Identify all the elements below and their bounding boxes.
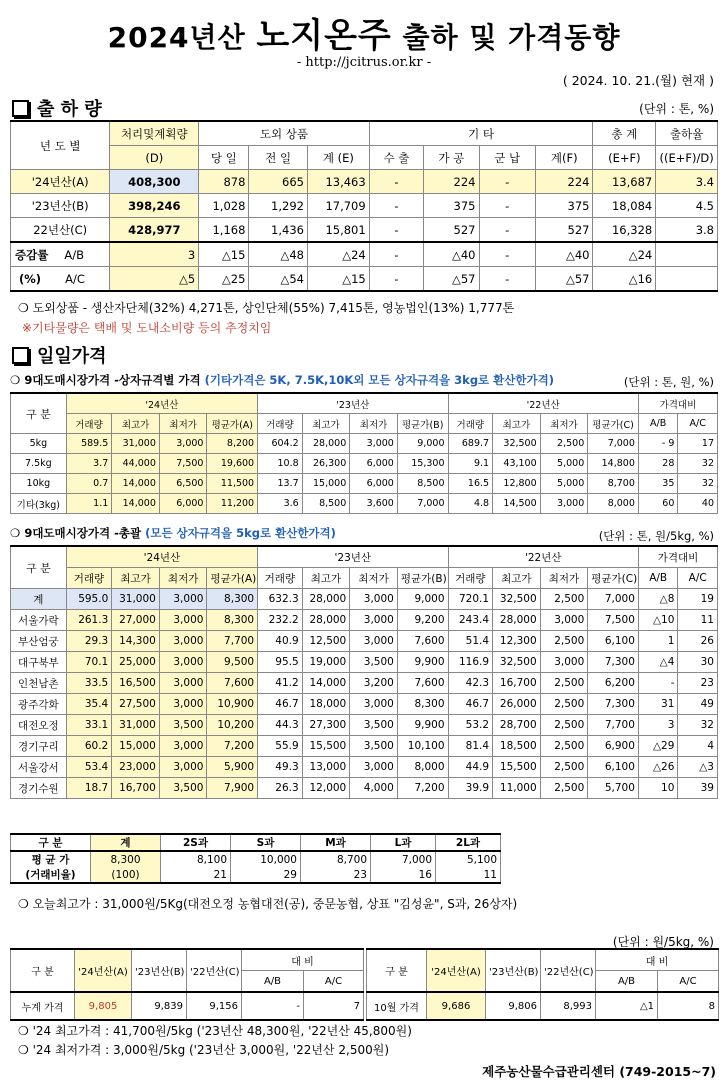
cell-value: 9,500 [207, 652, 258, 673]
cell-value: 3,500 [350, 736, 398, 757]
cell-value: 3,000 [350, 631, 398, 652]
cell-value: △3 [678, 757, 718, 778]
cell-value: 16,700 [493, 673, 541, 694]
cell-value: 15,000 [112, 736, 160, 757]
cell-value: 16,500 [112, 673, 160, 694]
cell-value: 18.7 [66, 778, 112, 799]
table-row [11, 631, 718, 652]
row-label: 7.5kg [11, 454, 67, 474]
cell-value: 27,000 [112, 610, 160, 631]
cell-value: 31,000 [112, 715, 160, 736]
cell-value: 19,600 [207, 454, 258, 474]
table-row: (%) A/C △5 △25 △54 △15 - △57 - △57 △16 [11, 267, 718, 292]
cell-value: 44.3 [258, 715, 303, 736]
table-row [11, 757, 718, 778]
cell-value: 8,700 [588, 474, 639, 494]
unit-label: (단위 : 톤, %) [639, 102, 714, 116]
cell-value: 13,000 [302, 757, 350, 778]
cell-value: 32 [678, 474, 718, 494]
table-row [11, 673, 718, 694]
cell-value: 589.5 [66, 434, 112, 454]
shipment-table: 년 도 별 처리및계획량 도외 상품 기 타 총 계 출하율 (D) 당 일 전 일 계 (E) 수 출 가 공 군 납 계(F) (E+F) ((E+F)/D) '24년산(A) 408,300 878 665 13,463 - 224 - 224 13,687 3.4 '23년산(B) 398,246 1,028 1,292 17,709 - 375 - 375 18,084 4.5 22년산(C) 428,977 1,168 1,436 15,801 - 527 - 527 16,328 3.8 증감률 A/B 3 △15 △48 △24 - △40 - △40 △24 (%) A/C △5 △25 △54 △15 - △57 - △57 △16 [10, 120, 718, 292]
cell-value: 9,200 [397, 610, 448, 631]
report-date: ( 2024. 10. 21.(월) 현재 ) [562, 73, 714, 88]
cell-value: 4 [678, 736, 718, 757]
cell-value: 632.3 [258, 589, 303, 610]
checkbox-square-icon [12, 347, 29, 364]
unit-label: (단위 : 원/5kg, %) [612, 935, 714, 949]
cell-value: 15,500 [302, 736, 350, 757]
cell-value: 3,000 [159, 694, 207, 715]
cell-value: 70.1 [66, 652, 112, 673]
cell-value: 35 [638, 474, 678, 494]
cell-value: 2,500 [540, 631, 588, 652]
page-title: 2024년산 노지온주 출하 및 가격동향 [107, 16, 621, 56]
table-row [11, 736, 718, 757]
cell-value: 14,300 [112, 631, 160, 652]
cell-value: 11,500 [207, 474, 258, 494]
table-row: '23년산(B) 398,246 1,028 1,292 17,709 - 375 - 375 18,084 4.5 [11, 194, 718, 218]
cell-value: 8,300 [207, 610, 258, 631]
cell-value: 19,000 [302, 652, 350, 673]
row-label: 기타(3kg) [11, 494, 67, 514]
cell-value: 26,300 [302, 454, 350, 474]
cell-value: 1 [638, 631, 677, 652]
cell-value: 8,500 [397, 474, 448, 494]
cell-value: 32,500 [493, 589, 541, 610]
cell-value: 3,000 [540, 610, 588, 631]
price-by-box-table: 구 분 '24년산 '23년산 '22년산 가격대비 거래량 최고가 최저가 평균가(A) 거래량 최고가 최저가 평균가(B) 거래량 최고가 최저가 평균가(C) A/B A/C 5kg 589.5 31,000 3,000 8,200 604.2 28,000 3,000 9,000 689.7 32,500 2,500 7,000 - 9 17 7.5kg 3.7 44,000 7,500 19,600 10.8 26,300 6,000 15,300 9.1 43,100 5,000 14,800 28 32 10kg 0.7 14,000 6,500 11,500 13.7 15,000 6,000 8,500 16.5 12,800 5,000 8,700 35 32 기타(3kg) 1.1 14,000 6,000 11,200 3.6 8,500 3,600 7,000 4.8 14,500 3,000 8,000 60 40 [10, 392, 718, 514]
note-outbound: ❍ 도외상품 - 생산자단체(32%) 4,271톤, 상인단체(55%) 7,415톤, 영농법인(13%) 1,777톤 [18, 301, 515, 315]
cell-value: 18,000 [302, 694, 350, 715]
cell-value: 26 [678, 631, 718, 652]
section-daily-price: 일일가격 [12, 342, 107, 368]
cell-value: 16.5 [448, 474, 493, 494]
cell-value: 9,900 [397, 715, 448, 736]
cell-value: 5,000 [540, 454, 588, 474]
cell-value: △4 [638, 652, 677, 673]
cell-value: 3,000 [350, 610, 398, 631]
cell-value: 44,000 [112, 454, 160, 474]
cell-value: 8,500 [302, 494, 350, 514]
table-row [11, 652, 718, 673]
footer-org: 제주농산물수급관리센터 (749-2015~7) [482, 1064, 716, 1079]
cell-value: 12,000 [302, 778, 350, 799]
cell-value: 7,500 [159, 454, 207, 474]
cell-value: 9.1 [448, 454, 493, 474]
cell-value: 7,000 [588, 434, 639, 454]
cell-value: 3,000 [350, 434, 398, 454]
cell-value: 3,000 [159, 652, 207, 673]
cell-value: 6,000 [350, 474, 398, 494]
cell-value: 116.9 [448, 652, 493, 673]
cell-value: △29 [638, 736, 677, 757]
cell-value: 40 [678, 494, 718, 514]
cell-value: 7,500 [588, 610, 639, 631]
cell-value: 35.4 [66, 694, 112, 715]
row-label: 인천남촌 [11, 673, 67, 694]
cell-value: 15,000 [302, 474, 350, 494]
table-row [11, 589, 718, 610]
cell-value: 3,500 [350, 652, 398, 673]
row-label: 광주각화 [11, 694, 67, 715]
cell-value: 33.5 [66, 673, 112, 694]
cell-value: 28,000 [302, 434, 350, 454]
cell-value: 3,000 [350, 694, 398, 715]
cell-value: △8 [638, 589, 677, 610]
cell-value: 595.0 [66, 589, 112, 610]
cell-value: 4,000 [350, 778, 398, 799]
cell-value: 2,500 [540, 757, 588, 778]
cell-value: 53.4 [66, 757, 112, 778]
size-price-table: 구 분 계 2S과 S과 M과 L과 2L과 평 균 가 8,300 8,100 10,000 8,700 7,000 5,100 (거래비율) (100) 21 29 23 16 11 [10, 833, 501, 884]
cell-value: 0.7 [66, 474, 112, 494]
row-label: 5kg [11, 434, 67, 454]
row-label: 서울강서 [11, 757, 67, 778]
cell-value: 28,000 [493, 610, 541, 631]
cell-value: 44.9 [448, 757, 493, 778]
cell-value: 3,500 [159, 778, 207, 799]
table-row: '24년산(A) 408,300 878 665 13,463 - 224 - 224 13,687 3.4 [11, 170, 718, 194]
cell-value: 11 [678, 610, 718, 631]
cell-value: 6,100 [588, 757, 639, 778]
cell-value: 7,900 [207, 778, 258, 799]
note-etc: ※기타물량은 택배 및 도내소비량 등의 추정치임 [22, 321, 272, 335]
cell-value: 10.8 [258, 454, 303, 474]
cell-value: 604.2 [258, 434, 303, 454]
cell-value: 7,600 [397, 631, 448, 652]
cell-value: 7,200 [207, 736, 258, 757]
cell-value: 49 [678, 694, 718, 715]
cell-value: 49.3 [258, 757, 303, 778]
note-today-max: ❍ 오늘최고가 : 31,000원/5Kg(대전오정 농협대전(공), 중문농협, 상표 "김성윤", S과, 26상자) [18, 897, 518, 911]
subtitle-summary: ❍ 9대도매시장가격 -총괄 (모든 상자규격을 5kg로 환산한가격) [10, 526, 336, 540]
cell-value: 28,700 [493, 715, 541, 736]
cell-value: 2,500 [540, 778, 588, 799]
cell-value: 14,000 [112, 494, 160, 514]
row-label: 대구북부 [11, 652, 67, 673]
checkbox-square-icon [12, 100, 29, 117]
row-label: 부산엄궁 [11, 631, 67, 652]
table-row [11, 454, 718, 474]
cell-value: 25,000 [112, 652, 160, 673]
cell-value: 41.2 [258, 673, 303, 694]
cell-value: 9,000 [397, 589, 448, 610]
cell-value: 10,200 [207, 715, 258, 736]
cell-value: 3.6 [258, 494, 303, 514]
cell-value: 2,500 [540, 434, 588, 454]
cell-value: 23 [678, 673, 718, 694]
cell-value: 60.2 [66, 736, 112, 757]
table-row: 증감률 A/B 3 △15 △48 △24 - △40 - △40 △24 [11, 242, 718, 267]
cell-value: - 9 [638, 434, 678, 454]
table-row: 누계 가격 9,805 9,839 9,156 - 7 [11, 992, 364, 1020]
cell-value: 7,000 [588, 589, 639, 610]
cell-value: 3,500 [350, 715, 398, 736]
table-row [11, 610, 718, 631]
cell-value: 3,000 [159, 434, 207, 454]
cell-value: 6,500 [159, 474, 207, 494]
table-row [11, 434, 718, 454]
cell-value: 7,300 [588, 652, 639, 673]
cell-value: 3.7 [66, 454, 112, 474]
cell-value: 30 [678, 652, 718, 673]
cell-value: 2,500 [540, 736, 588, 757]
cell-value: 4.8 [448, 494, 493, 514]
cell-value: 28 [638, 454, 678, 474]
cell-value: 3,000 [350, 757, 398, 778]
cell-value: 6,900 [588, 736, 639, 757]
cell-value: 3,000 [159, 757, 207, 778]
cell-value: 32 [678, 454, 718, 474]
table-row [11, 474, 718, 494]
cell-value: 2,500 [540, 589, 588, 610]
cell-value: 17 [678, 434, 718, 454]
cell-value: 16,700 [112, 778, 160, 799]
cell-value: 7,000 [397, 494, 448, 514]
cell-value: 19 [678, 589, 718, 610]
monthly-price-table: 구 분 '24년산(A) '23년산(B) '22년산(C) 대 비 A/B A/C 10월 가격 9,686 9,806 8,993 △1 8 [366, 948, 719, 1021]
cell-value: 40.9 [258, 631, 303, 652]
table-row [11, 494, 718, 514]
cell-value: 39 [678, 778, 718, 799]
cell-value: 33.1 [66, 715, 112, 736]
cell-value: 2,500 [540, 694, 588, 715]
cell-value: 26.3 [258, 778, 303, 799]
cell-value: 29.3 [66, 631, 112, 652]
cell-value: 27,500 [112, 694, 160, 715]
row-label: 경기구리 [11, 736, 67, 757]
row-label: 서울가락 [11, 610, 67, 631]
cell-value: 39.9 [448, 778, 493, 799]
cell-value: 2,500 [540, 673, 588, 694]
cell-value: 3 [638, 715, 677, 736]
cell-value: 7,600 [397, 673, 448, 694]
cell-value: 55.9 [258, 736, 303, 757]
table-row [11, 715, 718, 736]
cell-value: △10 [638, 610, 677, 631]
cell-value: 14,000 [112, 474, 160, 494]
cell-value: 3,000 [350, 589, 398, 610]
cell-value: 5,900 [207, 757, 258, 778]
table-row [11, 694, 718, 715]
cell-value: 2,500 [540, 715, 588, 736]
cell-value: 14,500 [493, 494, 541, 514]
cell-value: 18,500 [493, 736, 541, 757]
cell-value: 14,800 [588, 454, 639, 474]
row-label: 대전오정 [11, 715, 67, 736]
cell-value: 8,300 [207, 589, 258, 610]
cell-value: 31 [638, 694, 677, 715]
cell-value: 31,000 [112, 434, 160, 454]
cell-value: 5,700 [588, 778, 639, 799]
row-label: 경기수원 [11, 778, 67, 799]
cell-value: 3,000 [159, 610, 207, 631]
cell-value: 15,300 [397, 454, 448, 474]
cell-value: 10,100 [397, 736, 448, 757]
cell-value: 31,000 [112, 589, 160, 610]
cell-value: 15,500 [493, 757, 541, 778]
cell-value: 11,200 [207, 494, 258, 514]
cell-value: 5,000 [540, 474, 588, 494]
note-min-price: ❍ '24 최저가격 : 3,000원/5kg ('23년산 3,000원, '22년산 2,500원) [18, 1043, 390, 1057]
cell-value: 95.5 [258, 652, 303, 673]
cell-value: 3,000 [159, 631, 207, 652]
cell-value: 1.1 [66, 494, 112, 514]
cell-value: 7,700 [207, 631, 258, 652]
cell-value: 243.4 [448, 610, 493, 631]
cell-value: 28,000 [302, 610, 350, 631]
cell-value: 3,000 [159, 673, 207, 694]
cell-value: 26,000 [493, 694, 541, 715]
cell-value: 51.4 [448, 631, 493, 652]
cumulative-price-table: 구 분 '24년산(A) '23년산(B) '22년산(C) 대 비 A/B A/C 누계 가격 9,805 9,839 9,156 - 7 [10, 948, 364, 1021]
cell-value: 10,900 [207, 694, 258, 715]
cell-value: 12,800 [493, 474, 541, 494]
cell-value: 32,500 [493, 652, 541, 673]
cell-value: 60 [638, 494, 678, 514]
cell-value: 3,000 [159, 736, 207, 757]
cell-value: 232.2 [258, 610, 303, 631]
cell-value: 43,100 [493, 454, 541, 474]
cell-value: - [638, 673, 677, 694]
cell-value: 32,500 [493, 434, 541, 454]
cell-value: 6,100 [588, 631, 639, 652]
cell-value: 6,000 [159, 494, 207, 514]
cell-value: 6,200 [588, 673, 639, 694]
cell-value: 9,000 [397, 434, 448, 454]
cell-value: △26 [638, 757, 677, 778]
row-label: 10kg [11, 474, 67, 494]
price-summary-table: 구 분 '24년산 '23년산 '22년산 가격대비 거래량 최고가 최저가 평균가(A) 거래량 최고가 최저가 평균가(B) 거래량 최고가 최저가 평균가(C) A/B A/C 계 595.0 31,000 3,000 8,300 632.3 28,000 3,000 9,000 720.1 32,500 2,500 7,000 △8 19 서울가락 261.3 27,000 3,000 8,300 232.2 28,000 3,000 9,200 243.4 28,000 3,000 7,500 △10 11 부산엄궁 29.3 14,300 3,000 7,700 40.9 12,500 3,000 7,600 51.4 12,300 2,500 6,100 1 26 대구북부 70.1 25,000 3,000 9,500 95.5 19,000 3,500 9,900 116.9 32,500 3,000 7,300 △4 30 인천남촌 33.5 16,500 3,000 7,600 41.2 14,000 3,200 7,600 42.3 16,700 2,500 6,200 - 23 광주각화 35.4 27,500 3,000 10,900 46.7 18,000 3,000 8,300 46.7 26,000 2,500 7,300 31 49 대전오정 33.1 31,000 3,500 10,200 44.3 27,300 3,500 9,900 53.2 28,700 2,500 7,700 3 32 경기구리 60.2 15,000 3,000 7,200 55.9 15,500 3,500 10,100 81.4 18,500 2,500 6,900 △29 4 서울강서 53.4 23,000 3,000 5,900 49.3 13,000 3,000 8,000 44.9 15,500 2,500 6,100 △26 △3 경기수원 18.7 16,700 3,500 7,900 26.3 12,000 4,000 7,200 39.9 11,000 2,500 5,700 10 39 [10, 545, 718, 799]
cell-value: 8,000 [397, 757, 448, 778]
table-row: (거래비율) (100) 21 29 23 16 11 [11, 867, 501, 883]
cell-value: 261.3 [66, 610, 112, 631]
cell-value: 7,600 [207, 673, 258, 694]
cell-value: 689.7 [448, 434, 493, 454]
cell-value: 7,700 [588, 715, 639, 736]
cell-value: 7,200 [397, 778, 448, 799]
cell-value: 12,300 [493, 631, 541, 652]
cell-value: 23,000 [112, 757, 160, 778]
cell-value: 27,300 [302, 715, 350, 736]
cell-value: 32 [678, 715, 718, 736]
cell-value: 6,000 [350, 454, 398, 474]
cell-value: 8,000 [588, 494, 639, 514]
section-shipment: 출 하 량 [12, 95, 102, 121]
cell-value: 14,000 [302, 673, 350, 694]
cell-value: 9,900 [397, 652, 448, 673]
cell-value: 3,000 [159, 589, 207, 610]
cell-value: 3,000 [540, 494, 588, 514]
cell-value: 3,500 [159, 715, 207, 736]
subtitle-by-box: ❍ 9대도매시장가격 -상자규격별 가격 (기타가격은 5K, 7.5K,10K외 모든 상자규격을 3kg로 환산한가격) [10, 373, 554, 387]
cell-value: 11,000 [493, 778, 541, 799]
row-label: 계 [11, 589, 67, 610]
table-row: 22년산(C) 428,977 1,168 1,436 15,801 - 527 - 527 16,328 3.8 [11, 218, 718, 243]
cell-value: 13.7 [258, 474, 303, 494]
cell-value: 12,500 [302, 631, 350, 652]
unit-label: (단위 : 톤, 원/5kg, %) [598, 529, 714, 543]
cell-value: 46.7 [258, 694, 303, 715]
unit-label: (단위 : 톤, 원, %) [623, 375, 714, 389]
cell-value: 81.4 [448, 736, 493, 757]
cell-value: 720.1 [448, 589, 493, 610]
cell-value: 53.2 [448, 715, 493, 736]
cell-value: 46.7 [448, 694, 493, 715]
note-max-price: ❍ '24 최고가격 : 41,700원/5kg ('23년산 48,300원, '22년산 45,800원) [18, 1024, 412, 1038]
cell-value: 3,600 [350, 494, 398, 514]
table-row [11, 778, 718, 799]
cell-value: 10 [638, 778, 677, 799]
cell-value: 3,200 [350, 673, 398, 694]
table-row: 10월 가격 9,686 9,806 8,993 △1 8 [367, 992, 719, 1020]
cell-value: 7,300 [588, 694, 639, 715]
cell-value: 8,200 [207, 434, 258, 454]
cell-value: 42.3 [448, 673, 493, 694]
table-row: 평 균 가 8,300 8,100 10,000 8,700 7,000 5,100 [11, 851, 501, 867]
cell-value: 8,300 [397, 694, 448, 715]
site-url: - http://jcitrus.or.kr - [296, 55, 432, 70]
cell-value: 3,000 [540, 652, 588, 673]
cell-value: 28,000 [302, 589, 350, 610]
